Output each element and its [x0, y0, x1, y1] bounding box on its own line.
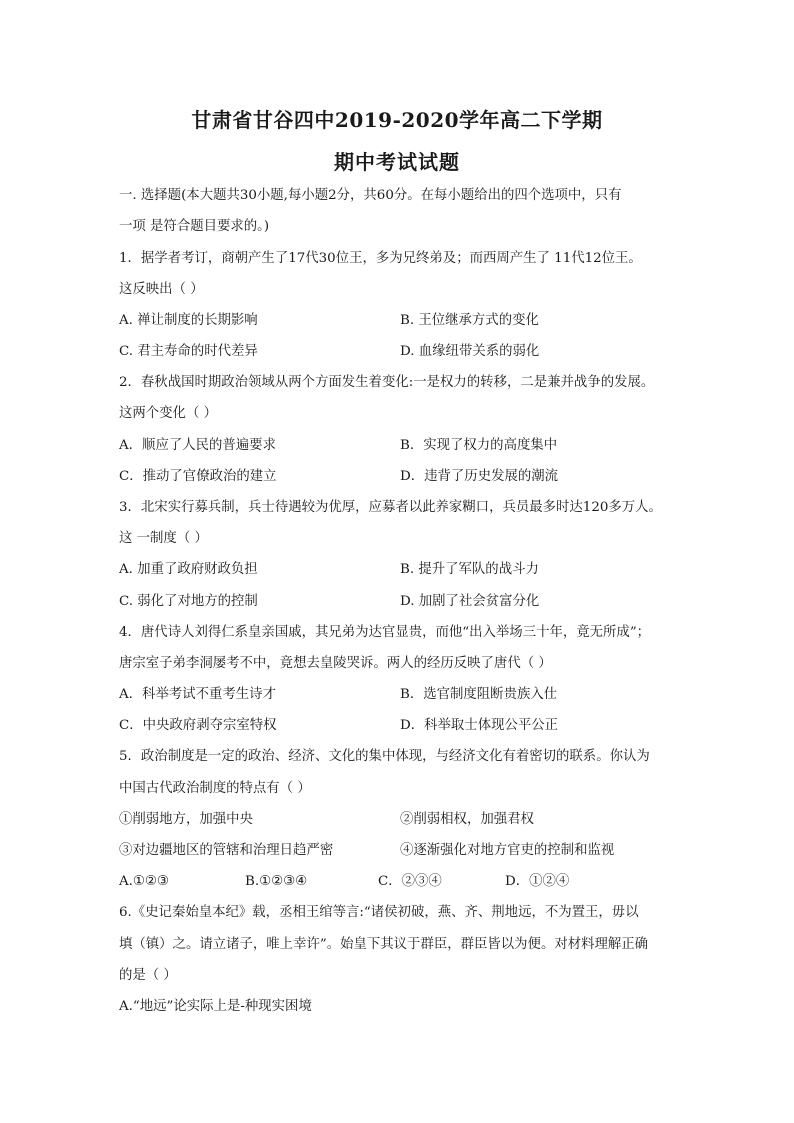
question-1-option-c: C. 君主寿命的时代差异: [119, 344, 258, 359]
question-3-stem-line-1: 3．北宋实行募兵制，兵士待遇较为优厚，应募者以此养家糊口，兵员最多时达120多万人。: [119, 500, 662, 515]
question-3-stem-line-2: 这 一制度（ ）: [119, 531, 208, 546]
question-2-option-c: C．推动了官僚政治的建立: [119, 469, 277, 484]
document-subtitle: 期中考试试题: [334, 150, 460, 174]
section-instruction-line-2: 一项 是符合题目要求的。): [119, 219, 270, 234]
section-instruction-line-1: 一. 选择题(本大题共30小题,每小题2分，共60分。在每小题给出的四个选项中，只有: [119, 188, 622, 203]
question-6-stem-line-1: 6.《史记秦始皇本纪》载，丞相王绾等言:“诸侯初破，燕、齐、荆地远，不为置王，毋以: [119, 905, 639, 920]
question-3-option-d: D. 加剧了社会贫富分化: [400, 594, 540, 609]
document-title: 甘肃省甘谷四中2019-2020学年高二下学期: [191, 108, 603, 132]
question-6-stem-line-3: 的是（ ）: [119, 968, 177, 983]
question-5-option-c: C．②③④: [378, 874, 442, 889]
question-5-item-3: ③对边疆地区的管辖和治理日趋严密: [119, 843, 334, 858]
question-6-stem-line-2: 填（镇）之。请立诸子，唯上幸许”。始皇下其议于群臣，群臣皆以为便。对材料理解正确: [119, 937, 649, 952]
question-2-option-d: D．违背了历史发展的潮流: [400, 469, 559, 484]
question-5-item-4: ④逐渐强化对地方官吏的控制和监视: [400, 843, 615, 858]
question-2-stem-line-1: 2．春秋战国时期政治领域从两个方面发生着变化:一是权力的转移，二是兼并战争的发展。: [119, 375, 655, 390]
question-4-option-b: B．选官制度阻断贵族入仕: [400, 687, 558, 702]
question-4-option-a: A．科举考试不重考生诗才: [119, 687, 276, 702]
question-4-option-c: C．中央政府剥夺宗室特权: [119, 718, 277, 733]
question-4-stem-line-1: 4．唐代诗人刘得仁系皇亲国戚，其兄弟为达官显贵，而他“出入举场三十年，竟无所成”；: [119, 625, 651, 640]
question-4-option-d: D．科举取士体现公平公正: [400, 718, 559, 733]
question-5-stem-line-1: 5．政治制度是一定的政治、经济、文化的集中体现，与经济文化有着密切的联系。你认为: [119, 749, 650, 764]
question-3-option-b: B. 提升了军队的战斗力: [400, 562, 539, 577]
question-5-stem-line-2: 中国古代政治制度的特点有（ ）: [119, 781, 311, 796]
question-2-stem-line-2: 这两个变化（ ）: [119, 406, 217, 421]
question-1-option-b: B. 王位继承方式的变化: [400, 313, 539, 328]
question-2-option-b: B．实现了权力的高度集中: [400, 438, 558, 453]
question-2-option-a: A．顺应了人民的普遍要求: [119, 438, 276, 453]
question-1-stem-line-2: 这反映出（ ）: [119, 282, 204, 297]
question-5-item-2: ②削弱相权，加强君权: [400, 812, 534, 827]
question-5-option-b: B.①②③④: [245, 874, 308, 889]
question-6-option-a: A.“地远”论实际上是-种现实困境: [119, 999, 312, 1014]
question-1-option-d: D. 血缘纽带关系的弱化: [400, 344, 540, 359]
question-3-option-c: C. 弱化了对地方的控制: [119, 594, 258, 609]
question-1-stem-line-1: 1．据学者考订，商朝产生了17代30位王，多为兄终弟及；而西周产生了 11代12位王。: [119, 251, 642, 266]
question-5-option-d: D．①②④: [505, 874, 570, 889]
question-4-stem-line-2: 唐宗室子弟李洞屡考不中，竟想去皇陵哭诉。两人的经历反映了唐代（ ）: [119, 656, 552, 671]
question-3-option-a: A. 加重了政府财政负担: [119, 562, 258, 577]
question-1-option-a: A. 禅让制度的长期影响: [119, 313, 258, 328]
question-5-option-a: A.①②③: [119, 874, 169, 889]
question-5-item-1: ①削弱地方，加强中央: [119, 812, 253, 827]
